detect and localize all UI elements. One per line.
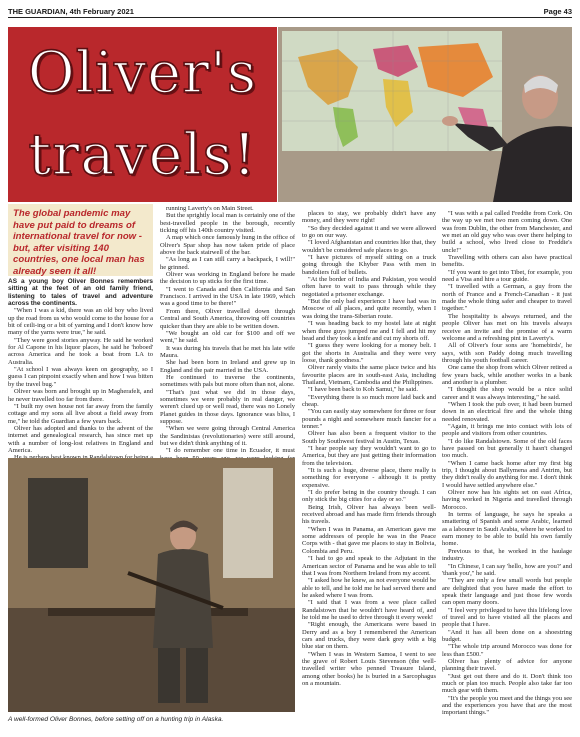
body-paragraph: "I have been back to Koh Samui," he said. — [308, 386, 418, 394]
lead-bold-text: AS a young boy Oliver Bonnes remembers sitting at the feet of an old family friend, listening to tales of travel and adventure across the continents. — [8, 278, 153, 308]
page-header — [8, 4, 572, 18]
body-paragraph: running Laverty's on Main Street. — [166, 205, 254, 212]
body-paragraph: "I travelled with a German, a guy from the north of France and a French-Canadian - it just made the whole thing safer and cheaper to travel together." — [442, 283, 572, 313]
body-paragraph: Travelling with others can also have practical benefits. — [442, 254, 572, 269]
intro-standfirst: The global pandemic may have put paid to dreams of international travel for now - but, after visiting 140 countries, one local man has already seen it all! — [8, 204, 153, 276]
headline-block — [8, 27, 277, 202]
body-paragraph: "When I was in Panama, an American gave me some addresses of people he was in the Peace Corps with - that gave me places to stay in Bolivia, Colombia and Peru. — [302, 525, 436, 555]
body-paragraph: "At the border of India and Pakistan, you would often have to wait to pass through while they negotiated a prisoner exchange. — [302, 276, 436, 298]
body-paragraph: "It is such a huge, diverse place, there really is something for everyone - although it is pretty expensive. — [302, 467, 436, 489]
body-paragraph: "When I was in Western Samoa, I went to see the grave of Robert Louis Stevenson (the well-travelled writer who penned Treasure Island, among other books) he is buried in a Sarcophagus on a mountain. — [302, 650, 436, 687]
lead-paragraph — [8, 278, 153, 307]
body-paragraph: A map which once famously hung in the office of Oliver's Spar shop has now taken pride of place above the back stairwell of the bar. — [160, 234, 295, 257]
body-paragraph: "It's the people you meet and the things you see and the experiences you have that are the most important things." — [442, 694, 572, 717]
body-paragraph: "So they decided against it and we were allowed to go on our way. — [302, 224, 436, 240]
body-paragraph: "But the only bad experience I have had was in Moscow of all places, and quite recently, when I was doing the trans-Siberian route. — [302, 298, 436, 320]
body-paragraph: "I do remember one time in Ecuador, it must — [166, 447, 295, 455]
body-paragraph: But the sprightly local man is certainly one of the best-travelled people in the borough, recently ticking off his 140th country visited. — [160, 212, 295, 235]
article-column-4 — [442, 210, 572, 730]
body-paragraph: "I guess they were looking for a money belt. I got the shorts in Australia and they were very loose, thank goodness." — [302, 342, 436, 364]
body-paragraph: All of Oliver's four sons are 'homebirds', he says, with son Paddy doing much travelling through his youth football career. — [442, 342, 572, 364]
body-paragraph: "Just get out there and do it. Don't think too much or plan too much. People also take far too much gear with them. — [442, 672, 572, 695]
body-paragraph: "You can easily stay somewhere for three or four pounds a night and somewhere much fancier for a tenner." — [302, 408, 436, 430]
body-paragraph: "I do prefer being in the country though. I can only stick the big cities for a day or so." — [302, 489, 436, 504]
body-paragraph: "We bought an old car for $100 and off we went," he said. — [160, 329, 295, 345]
body-paragraph: "When I was a kid, there was an old boy who lived up the road from us who would come to the house for a bit of ceili-ing or a bit of yarning and I don't know how many of the yarns were true," he said. — [8, 307, 153, 337]
body-paragraph: It was during his travels that he met his late wife Maura. — [160, 344, 295, 359]
body-paragraph: "I do like Randalstown. Some of the old faces have passed on but generally it hasn't changed too much. — [442, 437, 572, 460]
body-paragraph: "I went to Canada and then California and San Francisco. I arrived in the USA in late 1969, which was a good time to be there!" — [160, 285, 295, 308]
body-paragraph: Previous to that, he worked in the haulage industry. — [442, 547, 572, 563]
header-rule — [8, 17, 572, 18]
body-paragraph: "I had to go and speak to the Adjutant in the American sector of Panama and he was able to tell that I was from Northern Ireland from my accent. — [302, 555, 436, 577]
body-paragraph: "As long as I can still carry a backpack, I will!" he grinned. — [160, 256, 295, 271]
headline-line-1: Oliver's — [27, 40, 258, 106]
body-paragraph: In terms of language, he says he speaks a smattering of Spanish and some Arabic, learned as a labourer in Saudi Arabia, where he worked to earn money to be able to build his own family home. — [442, 511, 572, 548]
body-paragraph: "I was with a pal called Freddie from Cork. On the way up we met two men coming down. One was from Dublin, the other from Manchester, and we met an old guy who was over there helping to build a school, who lived close to Freddie's uncle!" — [442, 210, 572, 254]
article-column-1 — [8, 278, 153, 458]
body-paragraph: "When I came back home after my first big trip, I thought about Ballymena and Antrim, but they didn't really do anything for me. I don't think I would have settled anywhere else." — [442, 459, 572, 489]
body-paragraph: One came the shop from which Oliver retired a few years back, while another works in a bank and another is a plumber. — [442, 364, 572, 386]
body-paragraph: "The whole trip around Morocco was done for less than £500." — [442, 643, 572, 658]
body-paragraph: Oliver was working in England before he made the decision to up sticks for the first time. — [160, 271, 295, 286]
body-paragraph: "If you want to get into Tibet, for example, you need a Visa and hire a tour guide. — [442, 268, 572, 284]
body-paragraph: "In Chinese, I can say 'hello, how are you?' and 'thank you'," he said. — [442, 562, 572, 577]
body-paragraph: "And it has all been done on a shoestring budget. — [442, 628, 572, 643]
body-paragraph: "I was heading back to my hostel late at night when three guys jumped me and I fell and hit my head and they took a knife and cut my shorts off. — [302, 320, 436, 342]
body-paragraph: places to stay, we probably didn't have any money, and they were right! — [302, 210, 436, 225]
body-paragraph: "They are only a few small words but people are delighted that you have made the effort to speak their language and just those few words can open many doors. — [442, 577, 572, 607]
body-paragraph: Oliver has plenty of advice for anyone planning their travel. — [442, 657, 572, 673]
body-paragraph: Oliver has adopted and thanks to the advent of the internet and genealogical research, has since met up with a number of long-lost relatives in England and America. — [8, 424, 153, 454]
photo-caption: A well-formed Oliver Bonnes, before setting off on a hunting trip in Alaska. — [8, 716, 224, 723]
article-column-3 — [302, 210, 436, 730]
body-paragraph: Oliver was born and brought up in Magherafelt, and he never travelled too far from there. — [8, 388, 153, 403]
body-paragraph: "I feel very privileged to have this lifelong love of travel and to have visited all the places and people that I have. — [442, 606, 572, 629]
body-paragraph: Oliver now has his sights set on east Africa, having worked in Nigeria and travelled through Morocco. — [442, 489, 572, 511]
body-paragraph: "When we were going through Central America the Sandinistas (revolutionaries) were still around, but we didn't think anything of it. — [160, 425, 295, 447]
body-paragraph: "I loved Afghanistan and countries like that, they wouldn't be considered safe places to go. — [302, 239, 436, 254]
body-paragraph: "I built my own house not far away from the family cottage and my sons all live about a field away from me," he told the Guardian a few years back. — [8, 402, 153, 425]
body-paragraph: He continued to traverse the continents, sometimes with pals but more often than not, alone. — [160, 373, 295, 389]
hunting-photo-illustration — [8, 458, 295, 712]
body-paragraph: "Everything there is so much more laid back and cheap. — [302, 393, 436, 408]
body-paragraph: From there, Oliver travelled down through Central and South America, throwing off countries quicker than they are able to be written down. — [160, 307, 295, 330]
article-column-2 — [160, 205, 295, 457]
body-paragraph: "At school I was always keen on geography, so I guess I can pinpoint exactly when and how I was bitten by the travel bug." — [8, 366, 153, 388]
body-paragraph: "I asked how he knew, as not everyone would be able to tell, and he told me he had served there and he asked where I was from. — [302, 577, 436, 599]
body-paragraph: "Right enough, the Americans were based in Derry and as a boy I remembered the American cars and trucks, they were dark grey with a big blue star on them. — [302, 621, 436, 651]
body-paragraph: "I said that I was from a wee place called Randalstown that he wouldn't have heard of, and he told me he used to drive through it every week! — [302, 599, 436, 621]
body-paragraph: "That's just what we did in those days, sometimes we were probably in real danger, we weren't clued up or well read, there was no Lonely Planet guides in those days. Ignorance was bliss, I suppose. — [160, 388, 295, 425]
page-number: Page 43 — [543, 6, 572, 16]
body-paragraph: Oliver rarely visits the same place twice and his favourite places are in south-east Asia, including Thailand, Vietnam, Cambodia and the Philippines. — [302, 364, 436, 386]
body-paragraph: "Again, it brings me into contact with lots of people and visitors from other countries. — [442, 422, 572, 438]
body-paragraph: "I hear people say they wouldn't want to go to America, but they are just getting their information from the television. — [302, 445, 436, 467]
photo-oliver-hunting-alaska — [8, 458, 295, 712]
body-paragraph: The hospitality is always returned, and the people Oliver has met on his travels always receive an invite and the promise of a warm welcome and a refreshing pint in Laverty's. — [442, 312, 572, 342]
photo-man-pointing-at-world-map — [278, 27, 572, 202]
body-paragraph: Being Irish, Oliver has always been well-received abroad and has made firm friends through his travels. — [302, 503, 436, 526]
body-paragraph: "They were good stories anyway. He said he worked for Al Capone in his liquor places, he said he 'hoboed' across America and he took a boat from LA to Australia. — [8, 336, 153, 366]
body-paragraph: She had been born in Ireland and grew up in England and the pair married in the USA. — [160, 359, 295, 374]
body-paragraph: Oliver has also been a frequent visitor to the South by Southwest festival in Austin, Texas. — [302, 430, 436, 445]
headline-line-2: travels! — [28, 122, 257, 188]
body-paragraph: "I thought the shop would be a nice solid career and it was always interesting," he said. — [442, 386, 572, 401]
map-photo-illustration — [278, 27, 572, 202]
publication-date: THE GUARDIAN, 4th February 2021 — [8, 6, 134, 16]
body-paragraph: "When I took the pub over, it had been burned down in an electrical fire and the whole thing needed renovated. — [442, 400, 572, 423]
body-paragraph: "I have pictures of myself sitting on a truck going through the Khyber Pass with men in bandoliers full of bullets. — [302, 254, 436, 276]
